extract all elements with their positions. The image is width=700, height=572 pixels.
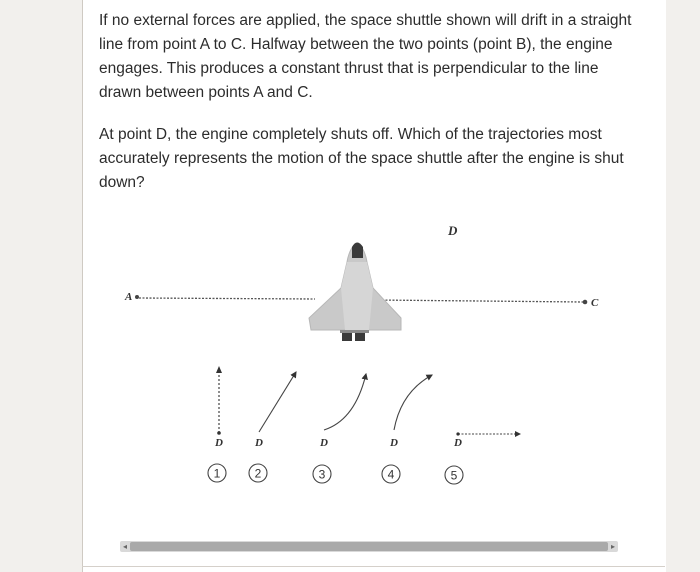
option-3[interactable] [313, 465, 331, 483]
option-2[interactable] [249, 464, 267, 482]
question-paragraph-2: At point D, the engine completely shuts off. Which of the trajectories most accurately represents the motion of the space shuttle after the engine is shut down? [99, 126, 624, 191]
option-2-label: 2 [254, 466, 262, 481]
scrollbar-thumb[interactable] [130, 542, 608, 551]
path-line-right [375, 300, 583, 302]
trajectory-4 [389, 375, 432, 449]
option-5[interactable] [445, 466, 463, 484]
trajectory-1 [214, 366, 223, 449]
trajectory-4-d-label: D [390, 437, 398, 449]
point-c-dot [583, 300, 588, 305]
point-a-label: A [125, 291, 133, 303]
option-4[interactable] [382, 465, 400, 483]
question-page [82, 0, 666, 572]
point-c-label: C [591, 297, 599, 309]
option-4-label: 4 [387, 467, 395, 482]
scroll-left-arrow-icon[interactable]: ◂ [122, 542, 127, 551]
option-3-label: 3 [318, 467, 326, 482]
trajectory-figure [83, 0, 666, 572]
trajectory-2-d-label: D [255, 437, 263, 449]
option-1-label: 1 [213, 466, 221, 481]
trajectory-5-d-label: D [454, 437, 462, 449]
divider [82, 566, 665, 567]
trajectory-5 [453, 431, 521, 449]
horizontal-scrollbar[interactable] [120, 541, 618, 552]
trajectory-1-d-label: D [215, 437, 223, 449]
trajectory-3-d-label: D [320, 437, 328, 449]
scroll-right-arrow-icon[interactable]: ▸ [610, 542, 615, 551]
point-a-dot [135, 295, 139, 299]
trajectory-3 [319, 374, 366, 449]
option-5-label: 5 [450, 468, 458, 483]
question-paragraph-1: If no external forces are applied, the space shuttle shown will drift in a straight line from point A to C. Halfway between the two points (point B), the engine engages. This produces a constant thrust that is perpendicular to the line drawn between points A and C. [99, 12, 632, 101]
path-line-left [139, 298, 315, 299]
trajectory-2 [254, 372, 296, 449]
shuttle-icon [309, 243, 401, 342]
point-d-label: D [448, 223, 458, 238]
option-1[interactable] [208, 464, 226, 482]
